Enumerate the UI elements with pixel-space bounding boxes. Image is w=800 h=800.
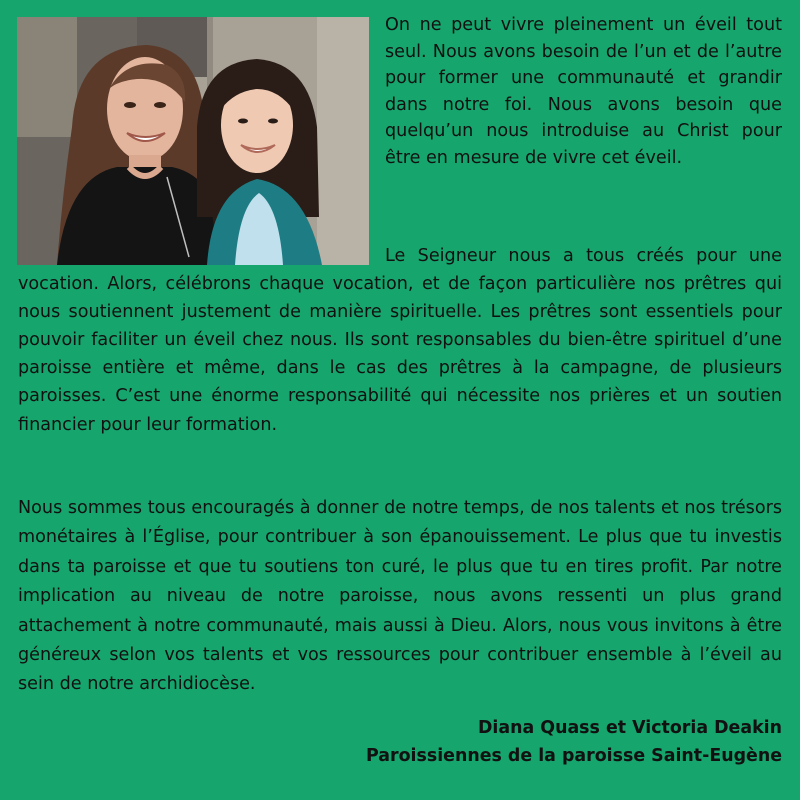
photo-spacer <box>18 242 385 268</box>
portrait-photo <box>17 17 369 265</box>
signature <box>366 714 782 770</box>
paragraph-2 <box>18 242 782 439</box>
signature-title: Paroissiennes de la paroisse Saint-Eugène <box>366 746 782 766</box>
paragraph-3: Nous sommes tous encouragés à donner de notre temps, de nos talents et nos trésors monétaires à l’Église, pour contribuer à son épanouissement. Le plus que tu investis dans ta paroisse et que tu soutiens ton curé, le plus que tu en tires profit. Par notre implication au niveau de notre paroisse, nous avons ressenti un plus grand attachement à notre communauté, mais aussi à Dieu. Alors, nous vous invitons à être généreux selon vos talents et vos ressources pour contribuer ensemble à l’éveil au sein de notre archidiocèse. <box>18 498 782 695</box>
paragraph-2-text: Le Seigneur nous a tous créés pour une vocation. Alors, célébrons chaque vocation, et de façon particulière nos prêtres qui nous soutiennent justement de manière spirituelle. Les prêtres sont essentiels pour pouvoir faciliter un éveil chez nous. Ils sont responsables du bien-être spirituel d’une paroisse entière et même, dans le cas des prêtres à la campagne, de plusieurs paroisses. C’est une énorme responsabilité qui nécessite nos prières et un soutien financier pour leur formation. <box>18 246 782 435</box>
paragraph-1: On ne peut vivre pleinement un éveil tout seul. Nous avons besoin de l’un et de l’autre pour former une communauté et grandir dans notre foi. Nous avons besoin que quelqu’un nous introduise au Christ pour être en mesure de vivre cet éveil. <box>385 15 782 168</box>
signature-names: Diana Quass et Victoria Deakin <box>477 718 782 738</box>
